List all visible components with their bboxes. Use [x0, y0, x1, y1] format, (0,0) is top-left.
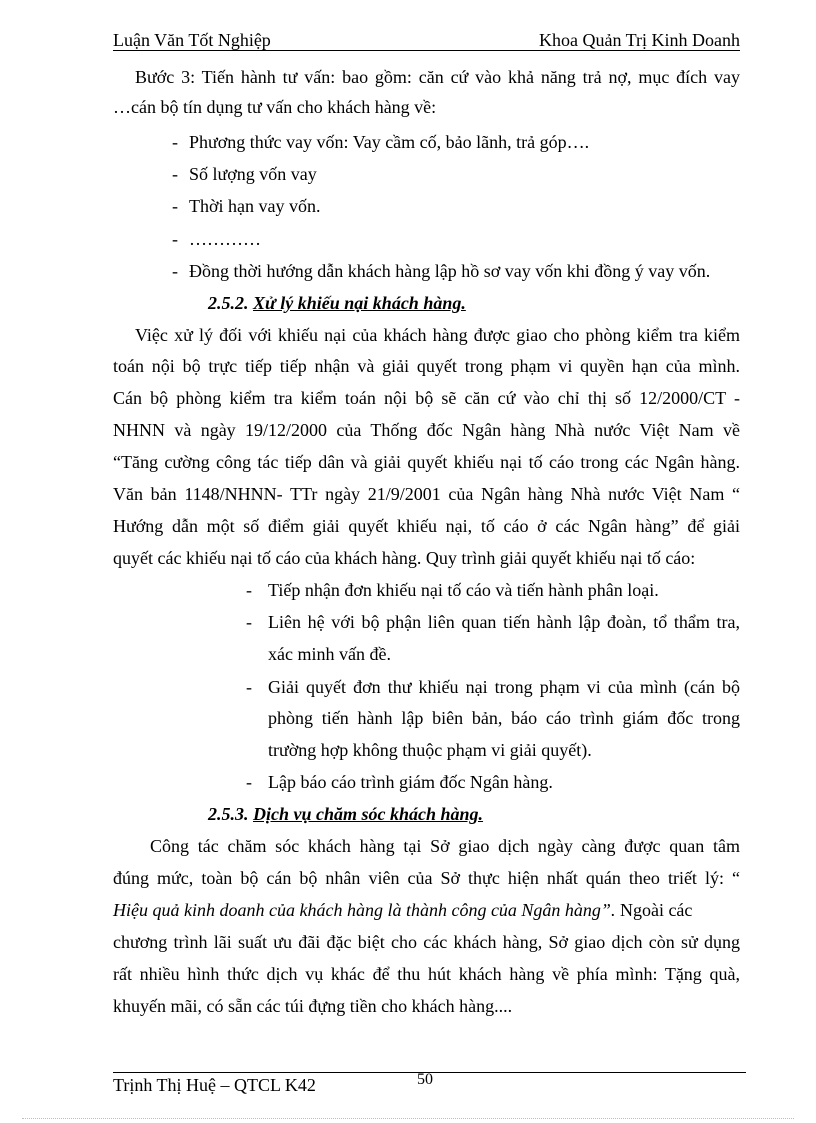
paragraph-line: chương trình lãi suất ưu đãi đặc biệt cho các khách hàng, Sở giao dịch còn sử dụng [113, 932, 740, 952]
bullet-item: Phương thức vay vốn: Vay cầm cố, bảo lãnh, trả góp…. [189, 132, 590, 152]
paragraph-line: toán nội bộ trực tiếp tiếp nhận và giải quyết trong phạm vi quyền hạn của mình. [113, 356, 740, 376]
bullet-item-continued: trường hợp không thuộc phạm vi giải quyết). [268, 740, 592, 760]
section-title: Xử lý khiếu nại khách hàng. [253, 293, 466, 313]
step3-line-2: …cán bộ tín dụng tư vấn cho khách hàng về: [113, 97, 437, 117]
bullet-dash: - [246, 580, 252, 600]
page-number: 50 [417, 1071, 433, 1088]
section-heading-253 [208, 803, 483, 825]
paragraph-line-rest: Ngoài các [615, 900, 693, 920]
bullet-item: Đồng thời hướng dẫn khách hàng lập hồ sơ vay vốn khi đồng ý vay vốn. [189, 261, 711, 281]
paragraph-line: Hướng dẫn một số điểm giải quyết khiếu nại, tố cáo ở các Ngân hàng” để giải [113, 516, 740, 536]
section-title: Dịch vụ chăm sóc khách hàng. [253, 804, 484, 824]
paragraph-line: rất nhiều hình thức dịch vụ khác để thu hút khách hàng về phía mình: Tặng quà, [113, 964, 740, 984]
page-header [113, 28, 740, 51]
bullet-dash: - [246, 677, 252, 697]
bullet-item: Số lượng vốn vay [189, 164, 317, 184]
paragraph-line: quyết các khiếu nại tố cáo của khách hàng. Quy trình giải quyết khiếu nại tố cáo: [113, 548, 696, 568]
bullet-item-continued: phòng tiến hành lập biên bản, báo cáo trình giám đốc trong [268, 708, 740, 728]
bullet-dash: - [246, 612, 252, 632]
bullet-item: Tiếp nhận đơn khiếu nại tố cáo và tiến hành phân loại. [268, 580, 659, 600]
bullet-item: ………… [189, 229, 261, 249]
bullet-dash: - [172, 229, 178, 249]
bullet-dash: - [172, 132, 178, 152]
section-heading-252 [208, 292, 466, 314]
bullet-dash: - [172, 261, 178, 281]
paragraph-line: “Tăng cường công tác tiếp dân và giải quyết khiếu nại tố cáo trong các Ngân hàng. [113, 452, 740, 472]
bullet-item: Thời hạn vay vốn. [189, 196, 321, 216]
section-number: 2.5.2. [208, 293, 249, 313]
bullet-dash: - [172, 164, 178, 184]
page-footer [113, 1071, 746, 1095]
step3-line-1: Bước 3: Tiến hành tư vấn: bao gồm: căn cứ vào khả năng trả nợ, mục đích vay [135, 67, 740, 87]
bullet-item-continued: xác minh vấn đề. [268, 644, 391, 664]
paragraph-line-mixed [113, 899, 692, 921]
paragraph-line: khuyến mãi, có sẵn các túi đựng tiền cho khách hàng.... [113, 996, 513, 1016]
paragraph-line: Cán bộ phòng kiểm tra kiểm toán nội bộ sẽ căn cứ vào chỉ thị số 12/2000/CT - [113, 388, 740, 408]
paragraph-line: NHNN và ngày 19/12/2000 của Thống đốc Ngân hàng Nhà nước Việt Nam về [113, 420, 740, 440]
philosophy-quote: Hiệu quả kinh doanh của khách hàng là thành công của Ngân hàng”. [113, 900, 616, 920]
paragraph-line: Việc xử lý đối với khiếu nại của khách hàng được giao cho phòng kiểm tra kiểm [135, 325, 740, 345]
bullet-item: Lập báo cáo trình giám đốc Ngân hàng. [268, 772, 553, 792]
bullet-dash: - [172, 196, 178, 216]
bullet-item: Liên hệ với bộ phận liên quan tiến hành lập đoàn, tổ thẩm tra, [268, 612, 740, 632]
paragraph-line: đúng mức, toàn bộ cán bộ nhân viên của Sở thực hiện nhất quán theo triết lý: “ [113, 868, 740, 888]
footer-author: Trịnh Thị Huệ – QTCL K42 [113, 1075, 316, 1095]
bullet-dash: - [246, 772, 252, 792]
bullet-item: Giải quyết đơn thư khiếu nại trong phạm vi của mình (cán bộ [268, 677, 740, 697]
section-number: 2.5.3. [208, 804, 249, 824]
header-left-title: Luận Văn Tốt Nghiệp [113, 30, 271, 50]
header-right-title: Khoa Quản Trị Kinh Doanh [539, 30, 740, 50]
page-bottom-border [22, 1118, 794, 1119]
paragraph-line: Công tác chăm sóc khách hàng tại Sở giao dịch ngày càng được quan tâm [150, 836, 740, 856]
paragraph-line: Văn bản 1148/NHNN- TTr ngày 21/9/2001 của Ngân hàng Nhà nước Việt Nam “ [113, 484, 740, 504]
